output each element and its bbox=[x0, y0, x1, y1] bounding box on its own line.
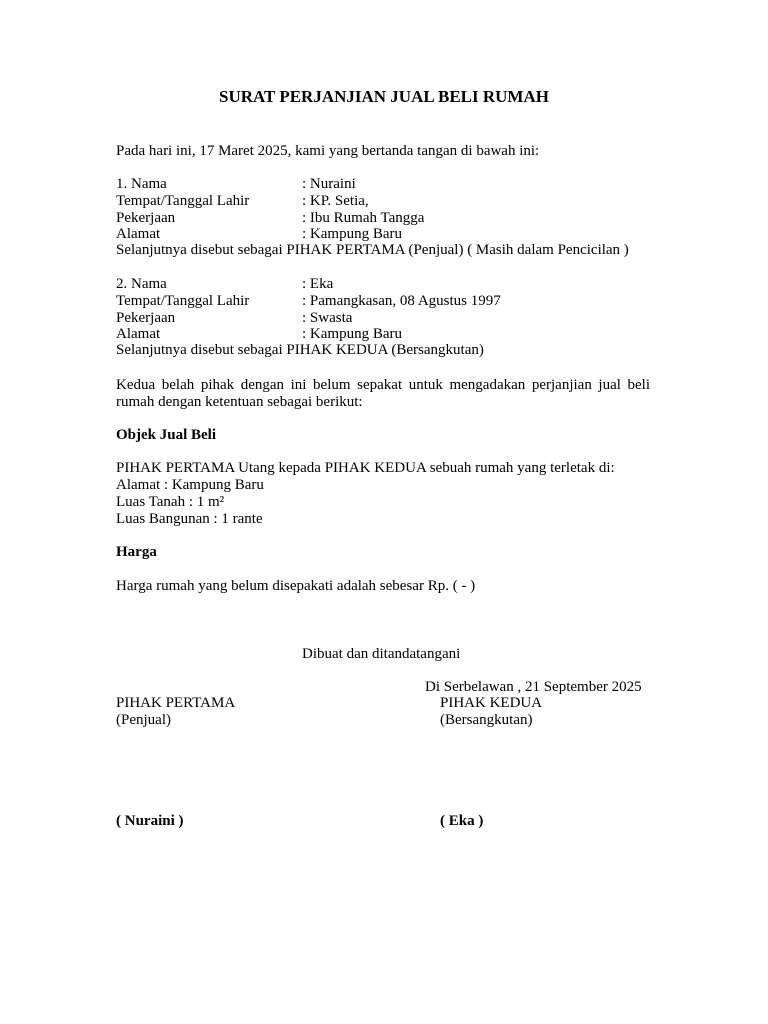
party1-signature-name: ( Nuraini ) bbox=[116, 813, 184, 829]
agreement-paragraph: Kedua belah pihak dengan ini belum sepakat untuk mengadakan perjanjian jual beli rumah dengan ketentuan sebagai berikut: bbox=[116, 377, 650, 410]
party2-label-name: 2. Nama bbox=[116, 276, 167, 292]
party2-signature-role: (Bersangkutan) bbox=[440, 712, 533, 728]
party1-label-job: Pekerjaan bbox=[116, 210, 176, 226]
party2-value-name: : Eka bbox=[302, 276, 334, 292]
party1-label-birth: Tempat/Tanggal Lahir bbox=[116, 193, 250, 209]
price-text: Harga rumah yang belum disepakati adalah sebesar Rp. ( - ) bbox=[116, 578, 476, 594]
place-date: Di Serbelawan , 21 September 2025 bbox=[425, 679, 642, 695]
object-heading: Objek Jual Beli bbox=[116, 427, 217, 443]
made-signed-text: Dibuat dan ditandatangani bbox=[302, 646, 461, 662]
object-land-area: Luas Tanah : 1 m² bbox=[116, 494, 225, 510]
party2-signature-title: PIHAK KEDUA bbox=[440, 695, 543, 711]
party2-signature-name: ( Eka ) bbox=[440, 813, 484, 829]
party1-value-job: : Ibu Rumah Tangga bbox=[302, 210, 425, 226]
party1-value-birth: : KP. Setia, bbox=[302, 193, 369, 209]
party2-value-address: : Kampung Baru bbox=[302, 326, 402, 342]
object-building-area: Luas Bangunan : 1 rante bbox=[116, 511, 263, 527]
party1-signature-title: PIHAK PERTAMA bbox=[116, 695, 236, 711]
party2-value-job: : Swasta bbox=[302, 310, 353, 326]
party1-label-address: Alamat bbox=[116, 226, 161, 242]
party1-signature-role: (Penjual) bbox=[116, 712, 171, 728]
party1-value-address: : Kampung Baru bbox=[302, 226, 402, 242]
party2-designation: Selanjutnya disebut sebagai PIHAK KEDUA (Bersangkutan) bbox=[116, 342, 484, 358]
opening-sentence: Pada hari ini, 17 Maret 2025, kami yang bertanda tangan di bawah ini: bbox=[116, 143, 540, 159]
document-title: SURAT PERJANJIAN JUAL BELI RUMAH bbox=[219, 87, 549, 106]
party2-label-job: Pekerjaan bbox=[116, 310, 176, 326]
party1-label-name: 1. Nama bbox=[116, 176, 167, 192]
object-address: Alamat : Kampung Baru bbox=[116, 477, 264, 493]
party2-value-birth: : Pamangkasan, 08 Agustus 1997 bbox=[302, 293, 501, 309]
party1-value-name: : Nuraini bbox=[302, 176, 356, 192]
object-intro: PIHAK PERTAMA Utang kepada PIHAK KEDUA sebuah rumah yang terletak di: bbox=[116, 460, 615, 476]
party2-label-birth: Tempat/Tanggal Lahir bbox=[116, 293, 250, 309]
price-heading: Harga bbox=[116, 544, 157, 560]
party2-label-address: Alamat bbox=[116, 326, 161, 342]
party1-designation: Selanjutnya disebut sebagai PIHAK PERTAMA (Penjual) ( Masih dalam Pencicilan ) bbox=[116, 242, 629, 258]
